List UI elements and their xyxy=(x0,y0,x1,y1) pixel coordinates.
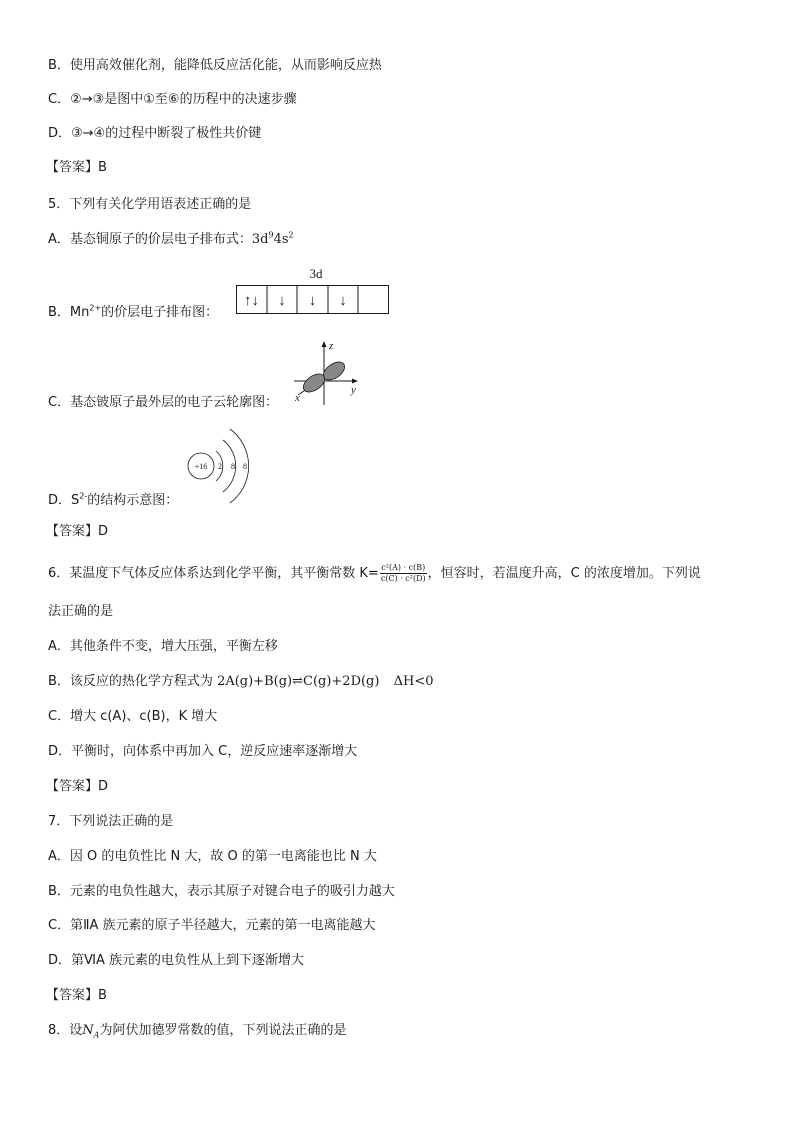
q5-option-a-config: $3d^94s^2$ xyxy=(251,230,294,247)
y-axis-label: y xyxy=(351,384,356,396)
q6-answer: 【答案】D xyxy=(46,779,109,794)
q5-option-c: C．基态铍原子最外层的电子云轮廓图： xyxy=(48,395,279,410)
q4-option-d: D．③→④的过程中断裂了极性共价键 xyxy=(48,126,262,141)
q5-sulfide-ion-diagram xyxy=(184,425,260,507)
q5-option-b: B．$Mn^{2+}$的价层电子排布图： xyxy=(48,303,219,320)
thermochemical-equation: 2A(g)+B(g)⇌C(g)+2D(g) xyxy=(217,674,380,689)
q7-option-c: C．第ⅡA 族元素的原子半径越大，元素的第一电离能越大 xyxy=(48,918,376,933)
x-axis-label: x xyxy=(295,392,300,404)
q5-option-a xyxy=(48,231,294,249)
q4-option-b: B．使用高效催化剂，能降低反应活化能，从而影响反应热 xyxy=(48,58,382,73)
q6-stem-line2: 法正确的是 xyxy=(48,604,114,619)
q6-option-b: B．该反应的热化学方程式为 2A(g)+B(g)⇌C(g)+2D(g) ΔH<0 xyxy=(48,674,434,689)
equilibrium-constant-fraction: $\frac{\text{c²(A) · c(B)}}{\text{c(C) · c²(D)}}$ xyxy=(380,563,426,583)
q7-option-d: D．第ⅥA 族元素的电负性从上到下逐渐增大 xyxy=(48,953,305,968)
orbital-box-4: ↓ xyxy=(339,293,347,309)
q7-stem: 7．下列说法正确的是 xyxy=(48,814,174,829)
avogadro-symbol: $N_A$ xyxy=(82,1023,100,1040)
nucleus-charge: +16 xyxy=(194,462,208,471)
orbital-box-1: ↑↓ xyxy=(244,293,259,309)
enthalpy-change: ΔH<0 xyxy=(393,674,434,689)
q5-option-a-text: A．基态铜原子的价层电子排布式： xyxy=(48,232,252,247)
shell-1-electrons: 2 xyxy=(218,462,222,471)
q4-answer: 【答案】B xyxy=(46,160,107,175)
q7-answer: 【答案】B xyxy=(46,988,107,1003)
q6-option-a: A．其他条件不变，增大压强，平衡左移 xyxy=(48,639,278,654)
q5-stem: 5．下列有关化学用语表述正确的是 xyxy=(48,197,252,212)
shell-3-electrons: 8 xyxy=(243,462,247,471)
z-axis-label: z xyxy=(329,340,334,352)
q5-option-d: D．$S^{2-}$的结构示意图： xyxy=(48,491,179,508)
shell-2-electrons: 8 xyxy=(231,462,235,471)
q5-orbital-box-diagram xyxy=(232,262,394,318)
q6-option-d: D．平衡时，向体系中再加入 C，逆反应速率逐渐增大 xyxy=(48,744,358,759)
q5-p-orbital-diagram xyxy=(288,337,360,407)
q8-stem: 8．设$N_A$为阿伏加德罗常数的值，下列说法正确的是 xyxy=(48,1023,347,1040)
q5-answer: 【答案】D xyxy=(46,524,109,539)
q4-option-c: C．②→③是图中①至⑥的历程中的决速步骤 xyxy=(48,92,297,107)
q7-option-a: A．因 O 的电负性比 N 大，故 O 的第一电离能也比 N 大 xyxy=(48,849,377,864)
q6-option-c: C．增大 c(A)、c(B)，K 增大 xyxy=(48,709,218,724)
orbital-box-3: ↓ xyxy=(308,293,317,309)
q7-option-b: B．元素的电负性越大，表示其原子对键合电子的吸引力越大 xyxy=(48,884,395,899)
q6-stem-line1: 6．某温度下气体反应体系达到化学平衡，其平衡常数 K= $\frac{\text{c²(A) · c(B)}}{\text{c(C) · c²(D)}}$ ，恒容时，若温度升高，C 的浓度增加。下列说 xyxy=(48,563,701,583)
orbital-label: 3d xyxy=(309,266,323,281)
orbital-box-2: ↓ xyxy=(278,293,286,309)
